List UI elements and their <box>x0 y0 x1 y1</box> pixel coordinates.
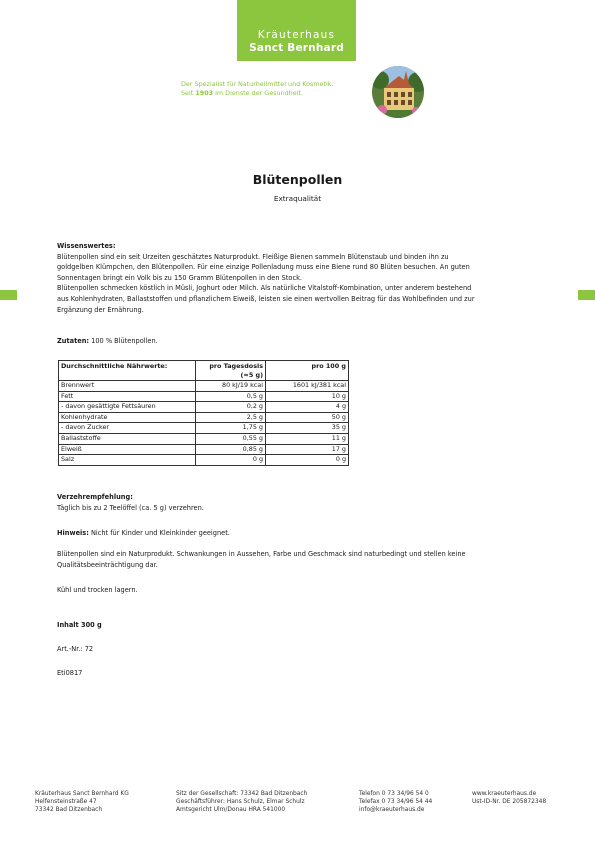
footer-web <box>472 790 546 806</box>
header-cell: Durchschnittliche Nährwerte: <box>59 361 196 381</box>
product-subtitle: Extraqualität <box>273 194 322 203</box>
building-photo <box>372 66 424 118</box>
wissenswertes-line: aus Kohlenhydraten, Ballaststoffen und pflanzlichem Eiweiß, leisten sie einen wertvollen Beitrag für das Wohlbefinden und zur <box>57 294 475 303</box>
etikett-number: Eti0817 <box>57 669 83 677</box>
slogan-line1: Der Spezialist für Naturheilmittel und Kosmetik. <box>181 80 334 88</box>
slogan-year: 1903 <box>195 89 214 97</box>
nutrient-dose: 0,2 g <box>196 402 266 413</box>
footer-line: Helfensteinstraße 47 <box>35 799 97 806</box>
nutrient-per100: 10 g <box>266 391 349 402</box>
footer-contact <box>359 790 432 815</box>
hinweis-text: Nicht für Kinder und Kleinkinder geeignet. <box>88 529 230 537</box>
nutrient-per100: 11 g <box>266 433 349 444</box>
footer-fax: Telefax 0 73 34/96 54 44 <box>359 799 433 806</box>
header-dose-line2: (≈5 g) <box>240 371 263 379</box>
slogan-line2-post: im Dienste der Gesundheit. <box>213 89 303 97</box>
natur-line2: Qualitätsbeeinträchtigung dar. <box>57 560 158 569</box>
nutrient-dose: 0,55 g <box>196 433 266 444</box>
table-row <box>59 402 349 413</box>
wissenswertes-line: Blütenpollen sind ein seit Urzeiten geschätztes Naturprodukt. Fleißige Bienen sammeln Blütenstaub und binden ihn zu <box>57 252 449 261</box>
nutrient-dose: 2,5 g <box>196 412 266 423</box>
brand-logo <box>237 0 356 61</box>
slogan-line2-pre: Seit <box>181 89 196 97</box>
table-row <box>59 423 349 434</box>
table-row <box>59 433 349 444</box>
hinweis-line <box>57 528 230 539</box>
brand-slogan <box>181 80 334 98</box>
nutrient-per100: 50 g <box>266 412 349 423</box>
footer-line: Geschäftsführer: Hans Schulz, Elmar Schulz <box>176 799 305 806</box>
nutrient-per100: 17 g <box>266 444 349 455</box>
footer-website: www.kraeuterhaus.de <box>472 791 537 797</box>
table-row <box>59 391 349 402</box>
nutrient-name: Kohlenhydrate <box>59 412 196 423</box>
footer-phone: Telefon 0 73 34/96 54 0 <box>359 791 429 797</box>
verzehr-text: Täglich bis zu 2 Teelöffel (ca. 5 g) verzehren. <box>57 503 204 512</box>
nutrient-dose: 1,75 g <box>196 423 266 434</box>
product-title: Blütenpollen <box>252 172 343 187</box>
table-row <box>59 381 349 392</box>
footer-email: info@kraeuterhaus.de <box>359 807 425 814</box>
table-header-row <box>59 361 349 381</box>
footer-company <box>35 790 129 815</box>
zutaten-label: Zutaten: <box>57 337 90 345</box>
footer-line: 73342 Bad Ditzenbach <box>35 807 103 814</box>
nutrient-per100: 4 g <box>266 402 349 413</box>
table-row <box>59 455 349 466</box>
header-dose-line1: pro Tagesdosis <box>209 362 263 370</box>
nutrient-dose: 0,85 g <box>196 444 266 455</box>
wissenswertes-line: Ergänzung der Ernährung. <box>57 305 144 314</box>
nutrient-name: - davon Zucker <box>59 423 196 434</box>
brand-name-line2: Sanct Bernhard <box>249 42 344 54</box>
natur-line1: Blütenpollen sind ein Naturprodukt. Schwankungen in Aussehen, Farbe und Geschmack sind naturbedingt und stellen keine <box>57 550 466 558</box>
wissenswertes-line: Blütenpollen schmecken köstlich in Müsli, Joghurt oder Milch. Als natürliche Vitalstoff-Kombination, unter anderem bestehend <box>57 284 472 293</box>
nutrient-per100: 0 g <box>266 455 349 466</box>
nutrition-table <box>58 360 349 466</box>
header-cell <box>196 361 266 381</box>
hinweis-label: Hinweis: <box>57 529 89 537</box>
lagerung-text: Kühl und trocken lagern. <box>57 586 138 594</box>
wissenswertes-heading: Wissenswertes: <box>57 242 116 250</box>
footer-line: Sitz der Gesellschaft: 73342 Bad Ditzenbach <box>176 791 308 797</box>
fold-mark-right <box>578 290 595 300</box>
table-row <box>59 412 349 423</box>
wissenswertes-line: Sonnentagen bringt ein Volk bis zu 150 Gramm Blütenpollen in den Stock. <box>57 273 302 282</box>
footer-registry <box>176 790 307 815</box>
nutrient-name: Salz <box>59 455 196 466</box>
nutrient-name: Ballaststoffe <box>59 433 196 444</box>
nutrient-dose: 80 kJ/19 kcal <box>196 381 266 392</box>
table-row <box>59 444 349 455</box>
slogan-line2 <box>181 89 334 98</box>
zutaten-line <box>57 336 158 347</box>
artnr-text: Art.-Nr.: 72 <box>57 645 94 653</box>
footer-line: Kräuterhaus Sanct Bernhard KG <box>35 791 129 797</box>
brand-name-line1: Kräuterhaus <box>257 29 336 41</box>
nutrient-per100: 35 g <box>266 423 349 434</box>
nutrient-name: Fett <box>59 391 196 402</box>
nutrient-per100: 1601 kJ/381 kcal <box>266 381 349 392</box>
verzehr-section <box>57 492 204 513</box>
wissenswertes-line: goldgelben Klümpchen, den Blütenpollen. Für eine einzige Pollenladung muss eine Biene rund 80 Blüten besuchen. An guten <box>57 263 470 272</box>
nutrient-name: - davon gesättigte Fettsäuren <box>59 402 196 413</box>
verzehr-heading: Verzehrempfehlung: <box>57 493 133 501</box>
inhalt-text: Inhalt 300 g <box>57 621 102 629</box>
footer-line: Amtsgericht Ulm/Donau HRA 541000 <box>176 807 286 814</box>
nutrient-dose: 0 g <box>196 455 266 466</box>
nutrient-name: Brennwert <box>59 381 196 392</box>
zutaten-text: 100 % Blütenpollen. <box>89 337 158 345</box>
footer-vat-id: Ust-ID-Nr. DE 205872348 <box>472 799 547 806</box>
nutrient-name: Eiweiß <box>59 444 196 455</box>
header-cell: pro 100 g <box>266 361 349 381</box>
wissenswertes-section <box>57 241 475 315</box>
natur-section <box>57 549 466 570</box>
nutrient-dose: 0,5 g <box>196 391 266 402</box>
fold-mark-left <box>0 290 17 300</box>
